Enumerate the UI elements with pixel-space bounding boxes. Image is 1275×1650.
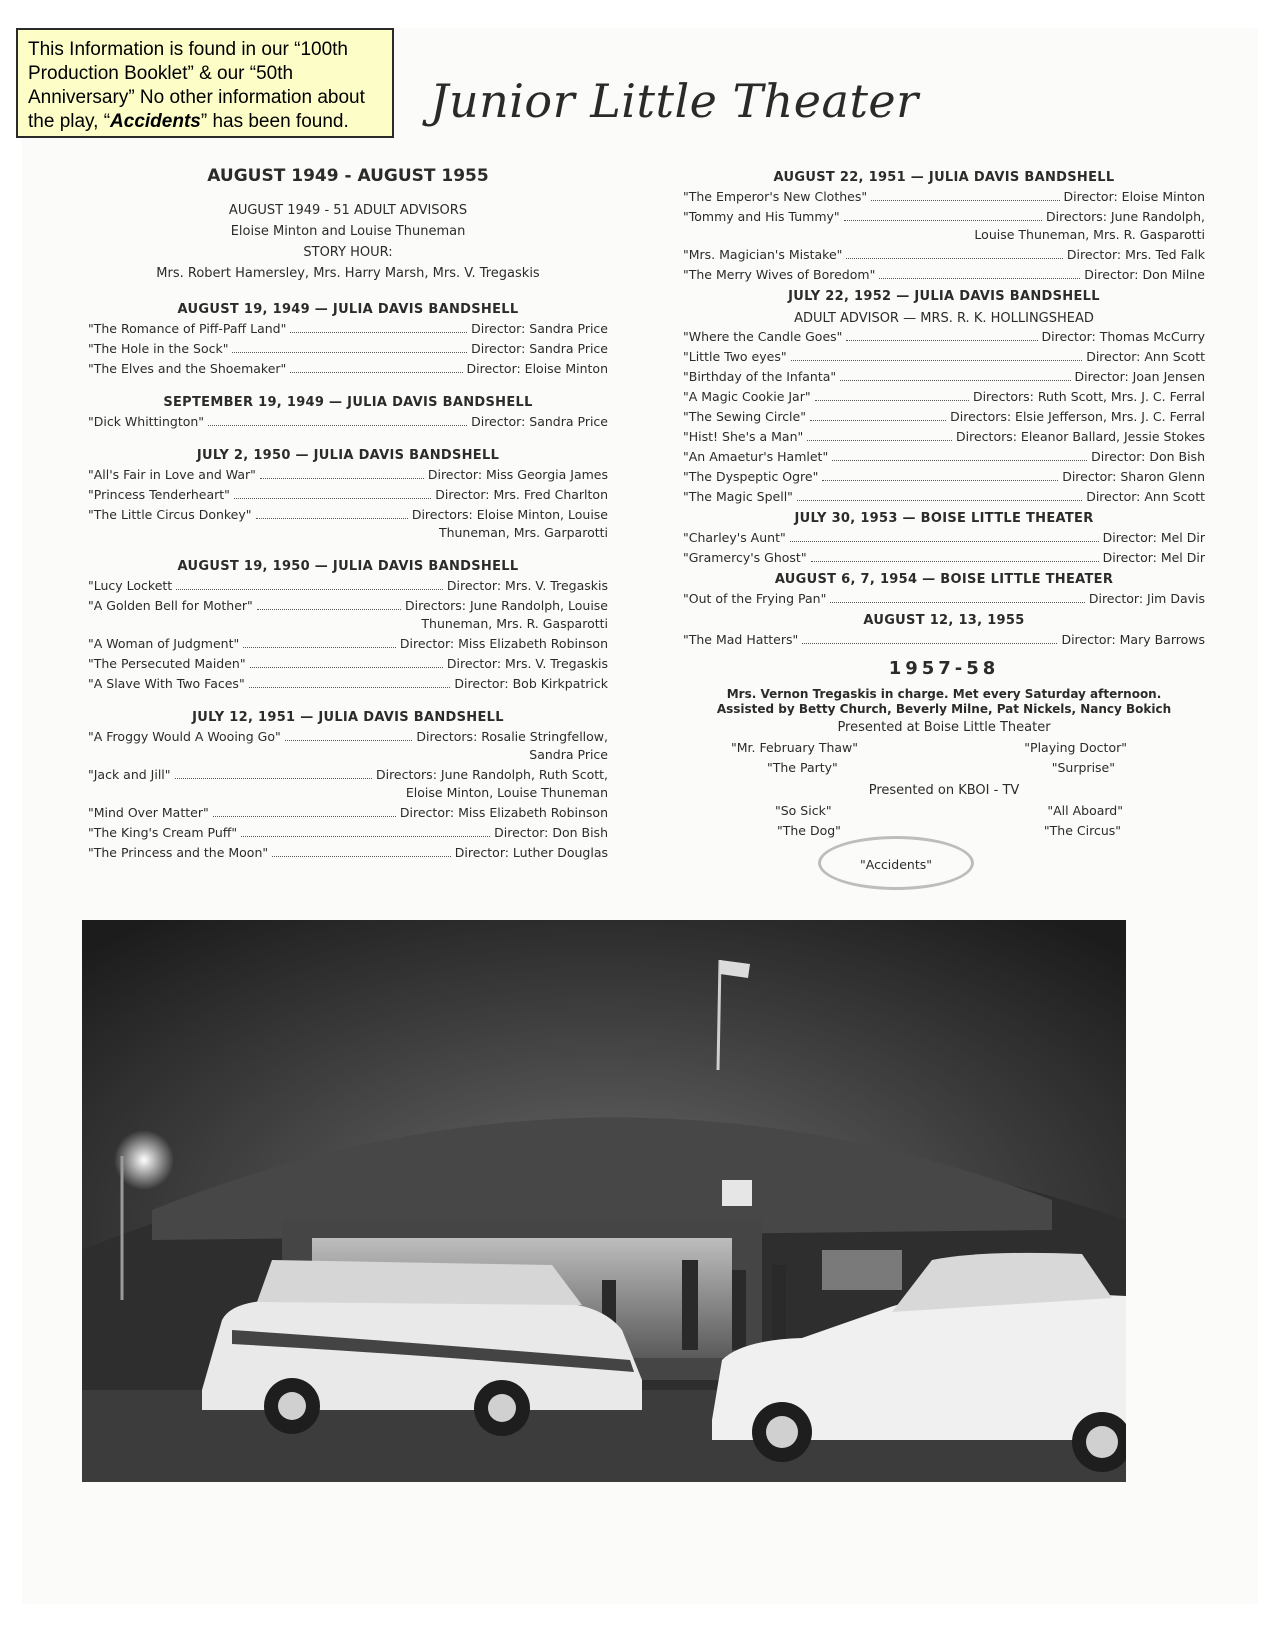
- dot-leader: [790, 541, 1099, 542]
- dot-leader: [846, 340, 1037, 341]
- dot-leader: [822, 480, 1058, 481]
- blt-plays-row: [683, 758, 1205, 778]
- director: Directors: Elsie Jefferson, Mrs. J. C. Ferral: [950, 409, 1205, 424]
- dot-leader: [840, 380, 1070, 381]
- dot-leader: [832, 460, 1087, 461]
- play-row: [683, 530, 1205, 546]
- director: Director: Miss Elizabeth Robinson: [399, 805, 608, 820]
- play-title: "A Woman of Judgment": [88, 636, 240, 651]
- brand-title: Junior Little Theater: [430, 74, 919, 128]
- play-row: [88, 487, 608, 503]
- note-emphasis: Accidents: [110, 111, 201, 132]
- dot-leader: [250, 667, 443, 668]
- theater-photo: [82, 920, 1126, 1482]
- section-heading: SEPTEMBER 19, 1949 — JULIA DAVIS BANDSHELL: [163, 395, 533, 410]
- play-title: "The Party": [767, 760, 838, 775]
- play-row: [683, 550, 1205, 566]
- dot-leader: [815, 400, 969, 401]
- play-title: "Birthday of the Infanta": [683, 369, 837, 384]
- season-year: 1957-58: [888, 658, 1000, 679]
- highlight-oval: [818, 836, 974, 890]
- director: Director: Sandra Price: [471, 341, 608, 356]
- director: Director: Sandra Price: [471, 321, 608, 336]
- play-row: [683, 409, 1205, 425]
- director: Directors: June Randolph, Louise: [405, 598, 608, 613]
- right-column: [683, 170, 1205, 841]
- director: Director: Miss Georgia James: [427, 467, 608, 482]
- dot-leader: [208, 425, 467, 426]
- advisors-title: AUGUST 1949 - 51 ADULT ADVISORS: [228, 203, 468, 218]
- dot-leader: [285, 740, 413, 741]
- play-title: "Dick Whittington": [88, 414, 205, 429]
- story-hour-names: Mrs. Robert Hamersley, Mrs. Harry Marsh, Mrs. V. Tregaskis: [156, 266, 540, 281]
- director: Director: Mrs. Fred Charlton: [435, 487, 608, 502]
- play-row: [88, 767, 608, 783]
- play-title: "Little Two eyes": [683, 349, 787, 364]
- play-row: [88, 507, 608, 523]
- play-title: "All Aboard": [1047, 803, 1123, 818]
- night-theater-image: [82, 920, 1126, 1482]
- dot-leader: [175, 778, 372, 779]
- director: Director: Mary Barrows: [1061, 632, 1205, 647]
- right-sections: [683, 170, 1205, 648]
- director: Director: Joan Jensen: [1074, 369, 1205, 384]
- play-title: "Charley's Aunt": [683, 530, 786, 545]
- dot-leader: [871, 200, 1059, 201]
- play-title: "The Merry Wives of Boredom": [683, 267, 876, 282]
- dot-leader: [249, 687, 451, 688]
- director: Directors: June Randolph, Ruth Scott,: [375, 767, 608, 782]
- play-row: [88, 676, 608, 692]
- section-heading: JULY 22, 1952 — JULIA DAVIS BANDSHELL: [788, 289, 1100, 304]
- play-title: "The Persecuted Maiden": [88, 656, 246, 671]
- presented-tv: Presented on KBOI - TV: [868, 783, 1020, 798]
- play-title: "An Amaetur's Hamlet": [683, 449, 829, 464]
- note-text: This Information is found in our “100th Production Booklet” & our “50th Anniversary” No other information about the play, “: [28, 39, 365, 132]
- play-row: [88, 636, 608, 652]
- play-title: "Surprise": [1051, 760, 1115, 775]
- play-title: "The Elves and the Shoemaker": [88, 361, 287, 376]
- play-title: "Out of the Frying Pan": [683, 591, 827, 606]
- director: Director: Jim Davis: [1088, 591, 1205, 606]
- play-row: [88, 825, 608, 841]
- tv-plays-row: [683, 801, 1205, 821]
- advisors-names: Eloise Minton and Louise Thuneman: [230, 224, 466, 239]
- dot-leader: [810, 420, 946, 421]
- play-row: [683, 449, 1205, 465]
- director: Director: Bob Kirkpatrick: [454, 676, 608, 691]
- play-row: [683, 591, 1205, 607]
- dot-leader: [213, 816, 396, 817]
- play-title: "A Froggy Would A Wooing Go": [88, 729, 281, 744]
- section-heading: AUGUST 19, 1949 — JULIA DAVIS BANDSHELL: [177, 302, 519, 317]
- director: Directors: June Randolph,: [1046, 209, 1205, 224]
- section-heading: AUGUST 6, 7, 1954 — BOISE LITTLE THEATER: [774, 572, 1114, 587]
- play-row: [683, 209, 1205, 225]
- section-heading: JULY 12, 1951 — JULIA DAVIS BANDSHELL: [192, 710, 504, 725]
- play-row: [88, 805, 608, 821]
- director: Director: Ann Scott: [1086, 489, 1205, 504]
- play-row: [88, 598, 608, 614]
- play-title: "A Golden Bell for Mother": [88, 598, 253, 613]
- dot-leader: [234, 498, 431, 499]
- dot-leader: [879, 278, 1080, 279]
- dot-leader: [830, 602, 1085, 603]
- play-row: [88, 467, 608, 483]
- play-title: "Mr. February Thaw": [731, 740, 859, 755]
- play-row: [88, 845, 608, 861]
- left-column: [88, 166, 608, 865]
- left-sections: [88, 302, 608, 861]
- play-row: [683, 389, 1205, 405]
- play-title: "The Magic Spell": [683, 489, 793, 504]
- director-continued: Eloise Minton, Louise Thuneman: [405, 785, 608, 800]
- play-row: [88, 729, 608, 745]
- director-continued: Thuneman, Mrs. Garparotti: [438, 525, 608, 540]
- play-title: "The Sewing Circle": [683, 409, 806, 424]
- play-row: [88, 321, 608, 337]
- play-title: "Jack and Jill": [88, 767, 171, 782]
- story-hour-title: STORY HOUR:: [303, 245, 393, 260]
- play-title: "The Hole in the Sock": [88, 341, 229, 356]
- dot-leader: [811, 561, 1099, 562]
- dot-leader: [802, 643, 1057, 644]
- play-row: [683, 632, 1205, 648]
- highlighted-play: "Accidents": [859, 857, 932, 872]
- dot-leader: [176, 589, 443, 590]
- director: Director: Mel Dir: [1102, 550, 1205, 565]
- director: Directors: Ruth Scott, Mrs. J. C. Ferral: [972, 389, 1205, 404]
- director: Directors: Rosalie Stringfellow,: [416, 729, 608, 744]
- play-row: [683, 469, 1205, 485]
- director-continued: Louise Thuneman, Mrs. R. Gasparotti: [974, 227, 1205, 242]
- play-title: "The Circus": [1043, 823, 1121, 838]
- director: Director: Eloise Minton: [466, 361, 608, 376]
- dot-leader: [272, 856, 451, 857]
- play-title: "The Little Circus Donkey": [88, 507, 252, 522]
- director: Director: Luther Douglas: [454, 845, 608, 860]
- play-title: "Mind Over Matter": [88, 805, 209, 820]
- section-heading: AUGUST 22, 1951 — JULIA DAVIS BANDSHELL: [773, 170, 1115, 185]
- director: Director: Thomas McCurry: [1041, 329, 1205, 344]
- section-heading: JULY 2, 1950 — JULIA DAVIS BANDSHELL: [196, 448, 500, 463]
- play-title: "A Slave With Two Faces": [88, 676, 245, 691]
- play-title: "The Dog": [777, 823, 841, 838]
- dot-leader: [290, 332, 467, 333]
- charge-line-2: Assisted by Betty Church, Beverly Milne, Pat Nickels, Nancy Bokich: [716, 702, 1172, 716]
- play-row: [88, 656, 608, 672]
- play-title: "A Magic Cookie Jar": [683, 389, 811, 404]
- tv-plays-row: [683, 821, 1205, 841]
- dot-leader: [256, 518, 408, 519]
- dot-leader: [797, 500, 1082, 501]
- director: Director: Don Bish: [1091, 449, 1205, 464]
- director: Director: Don Bish: [494, 825, 608, 840]
- dot-leader: [260, 478, 424, 479]
- play-title: "All's Fair in Love and War": [88, 467, 256, 482]
- dot-leader: [241, 836, 490, 837]
- director-continued: Thuneman, Mrs. R. Gasparotti: [421, 616, 608, 631]
- director: Directors: Eloise Minton, Louise: [411, 507, 608, 522]
- play-title: "The Princess and the Moon": [88, 845, 269, 860]
- play-row: [683, 369, 1205, 385]
- section-heading: AUGUST 12, 13, 1955: [863, 613, 1025, 628]
- director: Director: Mrs. V. Tregaskis: [446, 656, 608, 671]
- play-title: "The Dyspeptic Ogre": [683, 469, 819, 484]
- director: Director: Mrs. Ted Falk: [1066, 247, 1205, 262]
- play-row: [683, 189, 1205, 205]
- play-row: [88, 578, 608, 594]
- play-title: "The Emperor's New Clothes": [683, 189, 868, 204]
- play-row: [683, 429, 1205, 445]
- blt-plays-row: [683, 738, 1205, 758]
- dot-leader: [243, 647, 396, 648]
- director: Director: Sharon Glenn: [1062, 469, 1205, 484]
- dot-leader: [844, 220, 1042, 221]
- play-title: "The King's Cream Puff": [88, 825, 238, 840]
- play-title: "Princess Tenderheart": [88, 487, 230, 502]
- director: Director: Miss Elizabeth Robinson: [399, 636, 608, 651]
- presented-blt: Presented at Boise Little Theater: [837, 720, 1051, 735]
- play-row: [88, 414, 608, 430]
- play-row: [683, 489, 1205, 505]
- play-title: "Lucy Lockett: [88, 578, 173, 593]
- director: Directors: Eleanor Ballard, Jessie Stokes: [956, 429, 1205, 444]
- director: Director: Mel Dir: [1102, 530, 1205, 545]
- dot-leader: [846, 258, 1063, 259]
- dot-leader: [791, 360, 1083, 361]
- play-row: [683, 267, 1205, 283]
- play-title: "Gramercy's Ghost": [683, 550, 807, 565]
- section-heading: AUGUST 19, 1950 — JULIA DAVIS BANDSHELL: [177, 559, 519, 574]
- dot-leader: [290, 372, 462, 373]
- play-title: "Hist! She's a Man": [683, 429, 804, 444]
- charge-line-1: Mrs. Vernon Tregaskis in charge. Met every Saturday afternoon.: [726, 687, 1162, 701]
- play-title: "Mrs. Magician's Mistake": [683, 247, 843, 262]
- play-row: [88, 361, 608, 377]
- director: Director: Don Milne: [1084, 267, 1205, 282]
- section-heading: JULY 30, 1953 — BOISE LITTLE THEATER: [794, 511, 1094, 526]
- director: Director: Eloise Minton: [1063, 189, 1205, 204]
- dot-leader: [257, 609, 401, 610]
- play-row: [683, 349, 1205, 365]
- director-continued: Sandra Price: [529, 747, 608, 762]
- play-title: "Where the Candle Goes": [683, 329, 843, 344]
- play-title: "Playing Doctor": [1024, 740, 1127, 755]
- play-title: "The Mad Hatters": [683, 632, 799, 647]
- play-title: "The Romance of Piff-Paff Land": [88, 321, 287, 336]
- section-subtitle: ADULT ADVISOR — MRS. R. K. HOLLINGSHEAD: [794, 311, 1094, 326]
- play-title: "So Sick": [775, 803, 832, 818]
- director: Director: Ann Scott: [1086, 349, 1205, 364]
- note-text-end: ” has been found.: [200, 111, 349, 132]
- page-heading: AUGUST 1949 - AUGUST 1955: [207, 166, 489, 186]
- dot-leader: [232, 352, 467, 353]
- play-row: [683, 247, 1205, 263]
- play-title: "Tommy and His Tummy": [683, 209, 840, 224]
- play-row: [88, 341, 608, 357]
- director: Director: Mrs. V. Tregaskis: [446, 578, 608, 593]
- director: Director: Sandra Price: [471, 414, 608, 429]
- dot-leader: [807, 440, 952, 441]
- info-note: [16, 28, 394, 138]
- play-row: [683, 329, 1205, 345]
